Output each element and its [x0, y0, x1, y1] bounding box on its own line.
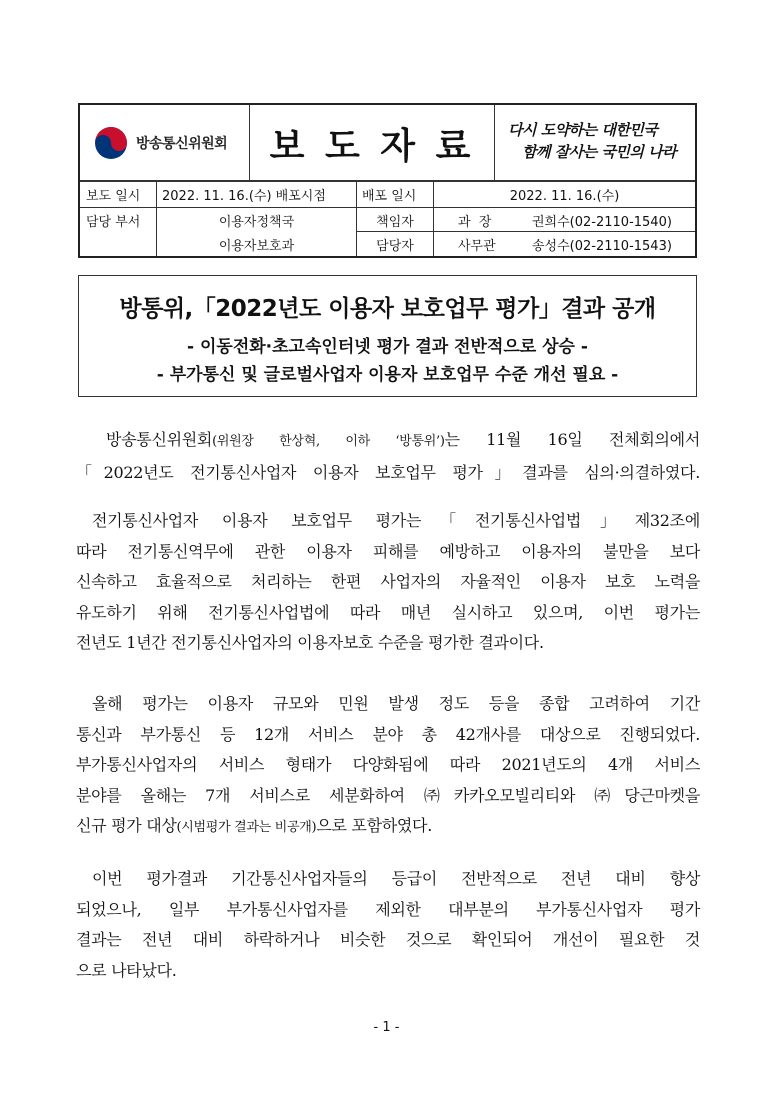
slogan — [508, 119, 688, 171]
dept-label: 담당 부서 — [86, 214, 141, 230]
contact-contact: 송성수(02-2110-1543) — [532, 238, 672, 254]
paragraph-3 — [76, 689, 700, 844]
headline-subtitle2: - 부가통신 및 글로벌사업자 이용자 보호업무 수준 개선 필요 - — [156, 365, 619, 385]
header-table — [78, 103, 697, 258]
paragraph-1 — [76, 425, 700, 488]
paragraph-line: 전년도 1년간 전기통신사업자의 이용자보호 수준을 평가한 결과이다. — [76, 633, 544, 652]
contact-title: 사무관 — [458, 238, 496, 254]
paragraph-line: 되었으나, 일부 부가통신사업자를 제외한 대부분의 부가통신사업자 평가 — [76, 899, 700, 919]
text-span: 으로 포함하였다. — [316, 816, 432, 835]
slogan-line1: 다시 도약하는 대한민국 — [508, 121, 658, 139]
paragraph-4 — [76, 864, 700, 986]
paragraph-line: 「2022년도 전기통신사업자 이용자 보호업무 평가」결과를 심의·의결하였다. — [76, 462, 700, 482]
paragraph-line: 따라 전기통신역무에 관한 이용자 피해를 예방하고 이용자의 불만을 보다 — [76, 541, 700, 561]
doc-type-title: 보 도 자 료 — [269, 125, 475, 167]
text-span: (시범평가 결과는 비공개) — [176, 820, 317, 835]
responsible-title: 과 장 — [458, 214, 492, 230]
paragraph-line: 신속하고 효율적으로 처리하는 한편 사업자의 자율적인 이용자 보호 노력을 — [76, 572, 700, 591]
release-date-label: 보도 일시 — [86, 188, 141, 204]
release-date-value: 2022. 11. 16.(수) 배포시점 — [162, 188, 326, 204]
org-logo — [94, 125, 244, 161]
headline-subtitle1: - 이동전화·초고속인터넷 평가 결과 전반적으로 상승 - — [187, 337, 588, 357]
headline-title: 방통위,「2022년도 이용자 보호업무 평가」결과 공개 — [119, 296, 656, 322]
paragraph-line: 전기통신사업자 이용자 보호업무 평가는「전기통신사업법」제32조에 — [92, 511, 700, 530]
paragraph-line: 통신과 부가통신 등 12개 서비스 분야 총 42개사를 대상으로 진행되었다. — [76, 724, 700, 744]
paragraph-line: 이번 평가결과 기간통신사업자들의 등급이 전반적으로 전년 대비 향상 — [92, 869, 700, 888]
text-span: (위원장 한상혁, 이하 ‘방통위’) — [212, 434, 445, 449]
paragraph-line — [76, 425, 700, 458]
page-number: - 1 - — [373, 1020, 400, 1035]
paragraph-line: 결과는 전년 대비 하락하거나 비슷한 것으로 확인되어 개선이 필요한 것 — [76, 930, 700, 949]
text-span: 는 11월 16일 전체회의에서 — [444, 430, 700, 449]
header-divider — [433, 207, 434, 256]
paragraph-2 — [76, 506, 700, 659]
text-span: 방송통신위원회 — [106, 430, 213, 449]
paragraph-line — [76, 811, 700, 844]
paragraph-line: 유도하기 위해 전기통신사업법에 따라 매년 실시하고 있으며, 이번 평가는 — [76, 602, 700, 622]
distribution-value: 2022. 11. 16.(수) — [509, 188, 620, 204]
paragraph-line: 올해 평가는 이용자 규모와 민원 발생 정도 등을 종합 고려하여 기간 — [92, 694, 700, 713]
contact-label: 담당자 — [376, 238, 414, 254]
taegeuk-icon — [94, 126, 128, 160]
responsible-contact: 권희수(02-2110-1540) — [532, 214, 672, 230]
headline-box — [78, 275, 697, 397]
org-name: 방송통신위원회 — [136, 136, 228, 152]
dept-line1: 이용자정책국 — [218, 214, 295, 230]
paragraph-line: 으로 나타났다. — [76, 960, 177, 980]
paragraph-line: 분야를 올해는 7개 서비스로 세분화하여 ㈜카카오모빌리티와 ㈜당근마켓을 — [76, 785, 700, 805]
header-divider — [494, 105, 495, 180]
slogan-line2: 함께 잘사는 국민의 나라 — [522, 143, 677, 161]
dept-line2: 이용자보호과 — [218, 238, 295, 254]
paragraph-line: 부가통신사업자의 서비스 형태가 다양화됨에 따라 2021년도의 4개 서비스 — [76, 755, 700, 774]
text-span: 신규 평가 대상 — [76, 816, 177, 835]
responsible-label: 책임자 — [376, 214, 414, 230]
distribution-label: 배포 일시 — [362, 188, 417, 204]
